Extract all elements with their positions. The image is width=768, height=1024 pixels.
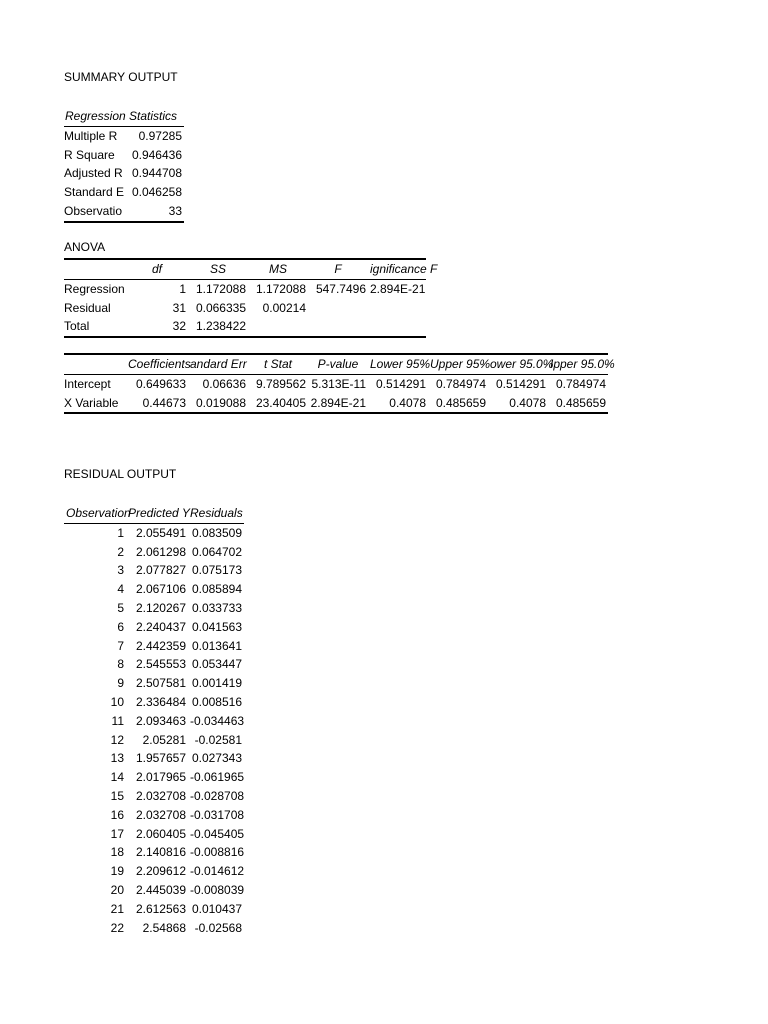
- column-header: F: [308, 259, 368, 279]
- stat-label: Observatio: [64, 203, 123, 218]
- table-row: [64, 674, 244, 693]
- column-header: Residuals: [188, 504, 244, 523]
- table-row: [64, 543, 244, 562]
- stat-label: R Square: [64, 147, 115, 162]
- table-cell: 2.061298: [135, 544, 186, 559]
- table-row: [64, 900, 244, 919]
- table-cell: 18: [110, 845, 124, 860]
- table-row: [64, 862, 244, 881]
- residual-output-title: RESIDUAL OUTPUT: [64, 467, 177, 481]
- table-cell: 0.001419: [191, 676, 242, 691]
- table-cell: 0.085894: [191, 582, 242, 597]
- table-cell: -0.014612: [190, 864, 245, 879]
- column-header: [64, 259, 126, 279]
- table-cell: 0.019088: [195, 395, 246, 410]
- table-row: [64, 599, 244, 618]
- table-row: [64, 712, 244, 731]
- stat-value: 33: [168, 203, 183, 218]
- residual-output-table: [64, 504, 244, 937]
- table-cell: 0.485659: [555, 395, 606, 410]
- column-header: SS: [188, 259, 248, 279]
- table-row: [64, 787, 244, 806]
- table-row: [64, 374, 608, 393]
- table-cell: 2.055491: [135, 525, 186, 540]
- table-cell: -0.045405: [190, 826, 245, 841]
- regression-statistics-table: [64, 107, 184, 223]
- table-row: [64, 299, 426, 318]
- table-cell: -0.034463: [190, 713, 245, 728]
- table-cell: 0.649633: [135, 376, 186, 391]
- table-cell: 8: [117, 657, 124, 672]
- table-cell: 2.612563: [135, 901, 186, 916]
- table-cell: 0.06636: [202, 376, 246, 391]
- table-cell: 17: [110, 826, 124, 841]
- anova-title: ANOVA: [64, 240, 106, 254]
- column-header: Observation: [64, 504, 126, 523]
- table-cell: 0.053447: [191, 657, 242, 672]
- table-cell: 0.00214: [262, 300, 306, 315]
- table-cell: 0.008516: [191, 694, 242, 709]
- table-row: [64, 731, 244, 750]
- column-header: Coefficients: [126, 354, 188, 374]
- table-cell: 1: [179, 281, 186, 296]
- table-cell: 15: [110, 788, 124, 803]
- table-cell: 0.066335: [195, 300, 246, 315]
- row-label: Regression: [64, 281, 125, 296]
- table-cell: 0.44673: [142, 395, 186, 410]
- table-cell: 2.240437: [135, 619, 186, 634]
- table-cell: 4: [117, 582, 124, 597]
- column-header: t Stat: [248, 354, 308, 374]
- table-cell: 1.172088: [195, 281, 246, 296]
- table-row: [64, 881, 244, 900]
- table-cell: 9: [117, 676, 124, 691]
- table-cell: 0.4078: [389, 395, 426, 410]
- table-cell: 0.033733: [191, 600, 242, 615]
- table-cell: -0.061965: [190, 770, 245, 785]
- table-row: [64, 394, 608, 414]
- table-cell: [248, 317, 308, 337]
- table-row: [64, 317, 426, 337]
- table-cell: 2.032708: [135, 788, 186, 803]
- table-cell: 2.507581: [135, 676, 186, 691]
- table-cell: 11: [111, 713, 124, 728]
- table-cell: -0.02568: [194, 920, 242, 935]
- table-cell: 2.060405: [135, 826, 186, 841]
- table-cell: -0.008039: [190, 882, 245, 897]
- table-cell: 2.093463: [135, 713, 186, 728]
- table-row: [64, 637, 244, 656]
- table-row: [64, 164, 184, 183]
- table-cell: 2.445039: [135, 882, 186, 897]
- table-cell: 0.514291: [495, 376, 546, 391]
- table-cell: 2.032708: [135, 807, 186, 822]
- anova-table: [64, 258, 438, 338]
- summary-output-title: SUMMARY OUTPUT: [64, 70, 178, 84]
- table-cell: 16: [110, 807, 124, 822]
- table-cell: 2.05281: [142, 732, 186, 747]
- table-cell: 10: [110, 694, 124, 709]
- table-cell: 1.238422: [195, 319, 246, 334]
- table-cell: 0.784974: [435, 376, 486, 391]
- table-cell: 2.017965: [135, 770, 186, 785]
- table-row: [64, 843, 244, 862]
- column-header: df: [126, 259, 188, 279]
- table-row: [64, 768, 244, 787]
- table-cell: 0.485659: [435, 395, 486, 410]
- table-row: [64, 749, 244, 768]
- table-row: [64, 580, 244, 599]
- table-cell: 1: [117, 525, 124, 540]
- table-row: [64, 825, 244, 844]
- column-header: Predicted Y: [126, 504, 188, 523]
- table-cell: 0.4078: [509, 395, 546, 410]
- column-header: ower 95.0%: [488, 354, 548, 374]
- table-cell: 547.7496: [315, 281, 366, 296]
- table-cell: 2: [117, 544, 124, 559]
- table-row: [64, 202, 184, 222]
- table-cell: 2.067106: [135, 582, 186, 597]
- table-cell: 0.010437: [191, 901, 242, 916]
- table-cell: -0.028708: [190, 788, 245, 803]
- table-row: [64, 523, 244, 542]
- table-cell: 5.313E-11: [311, 376, 366, 391]
- table-cell: 2.894E-21: [310, 395, 366, 410]
- column-header: andard Err: [188, 354, 248, 374]
- table-row: [64, 693, 244, 712]
- table-cell: 2.54868: [142, 920, 186, 935]
- table-row: [64, 655, 244, 674]
- table-cell: -0.02581: [194, 732, 242, 747]
- column-header: P-value: [308, 354, 368, 374]
- table-cell: 0.083509: [191, 525, 242, 540]
- table-cell: 0.514291: [375, 376, 426, 391]
- table-cell: 14: [110, 770, 124, 785]
- table-cell: 3: [117, 563, 124, 578]
- table-cell: 9.789562: [255, 376, 306, 391]
- table-row: [64, 806, 244, 825]
- table-row: [64, 183, 184, 202]
- column-header: Upper 95%: [428, 354, 488, 374]
- table-cell: 32: [172, 319, 186, 334]
- table-row: [64, 919, 244, 938]
- column-header: [64, 354, 126, 374]
- column-header: MS: [248, 259, 308, 279]
- row-label: Total: [64, 319, 90, 334]
- column-header: Lower 95%: [368, 354, 428, 374]
- table-cell: 2.336484: [135, 694, 186, 709]
- table-row: [64, 126, 184, 145]
- table-cell: 2.120267: [135, 600, 186, 615]
- regression-statistics-header: Regression Statistics: [64, 107, 184, 126]
- stat-value: 0.944708: [131, 166, 183, 181]
- table-cell: 0.784974: [555, 376, 606, 391]
- table-cell: 2.077827: [135, 563, 186, 578]
- stat-label: Multiple R: [64, 128, 118, 143]
- coefficients-table: [64, 353, 615, 414]
- table-row: [64, 618, 244, 637]
- table-cell: 2.209612: [135, 864, 186, 879]
- table-cell: [308, 317, 368, 337]
- table-cell: 0.064702: [191, 544, 242, 559]
- table-cell: 13: [110, 751, 124, 766]
- table-row: [64, 279, 426, 298]
- table-cell: [368, 317, 426, 337]
- table-cell: 12: [110, 732, 124, 747]
- table-cell: 2.442359: [135, 638, 186, 653]
- table-cell: 0.041563: [191, 619, 242, 634]
- table-cell: 0.013641: [191, 638, 242, 653]
- table-row: [64, 146, 184, 165]
- table-cell: 0.027343: [191, 751, 242, 766]
- table-cell: -0.031708: [190, 807, 245, 822]
- table-cell: 2.545553: [135, 657, 186, 672]
- table-cell: -0.008816: [190, 845, 245, 860]
- table-row: [64, 561, 244, 580]
- row-label: X Variable: [64, 395, 119, 410]
- row-label: Residual: [64, 300, 111, 315]
- stat-label: Adjusted R: [64, 166, 123, 181]
- table-cell: 6: [117, 619, 124, 634]
- stat-value: 0.97285: [138, 128, 183, 143]
- table-cell: 21: [110, 901, 124, 916]
- table-cell: [368, 299, 426, 318]
- table-cell: 1.957657: [135, 751, 186, 766]
- table-cell: 2.140816: [135, 845, 186, 860]
- table-cell: 22: [110, 920, 124, 935]
- row-label: Intercept: [64, 376, 111, 391]
- column-header: Ipper 95.0%: [548, 354, 608, 374]
- stat-value: 0.046258: [131, 185, 183, 200]
- table-cell: 7: [117, 638, 124, 653]
- table-cell: 20: [110, 882, 124, 897]
- table-cell: [308, 299, 368, 318]
- table-cell: 2.894E-21: [370, 281, 426, 296]
- stat-label: Standard E: [64, 185, 125, 200]
- table-cell: 23.40405: [255, 395, 306, 410]
- table-cell: 1.172088: [255, 281, 306, 296]
- table-cell: 31: [172, 300, 186, 315]
- stat-value: 0.946436: [131, 147, 183, 162]
- table-cell: 0.075173: [191, 563, 242, 578]
- table-cell: 19: [110, 864, 124, 879]
- column-header: ignificance F: [368, 259, 426, 279]
- table-cell: 5: [117, 600, 124, 615]
